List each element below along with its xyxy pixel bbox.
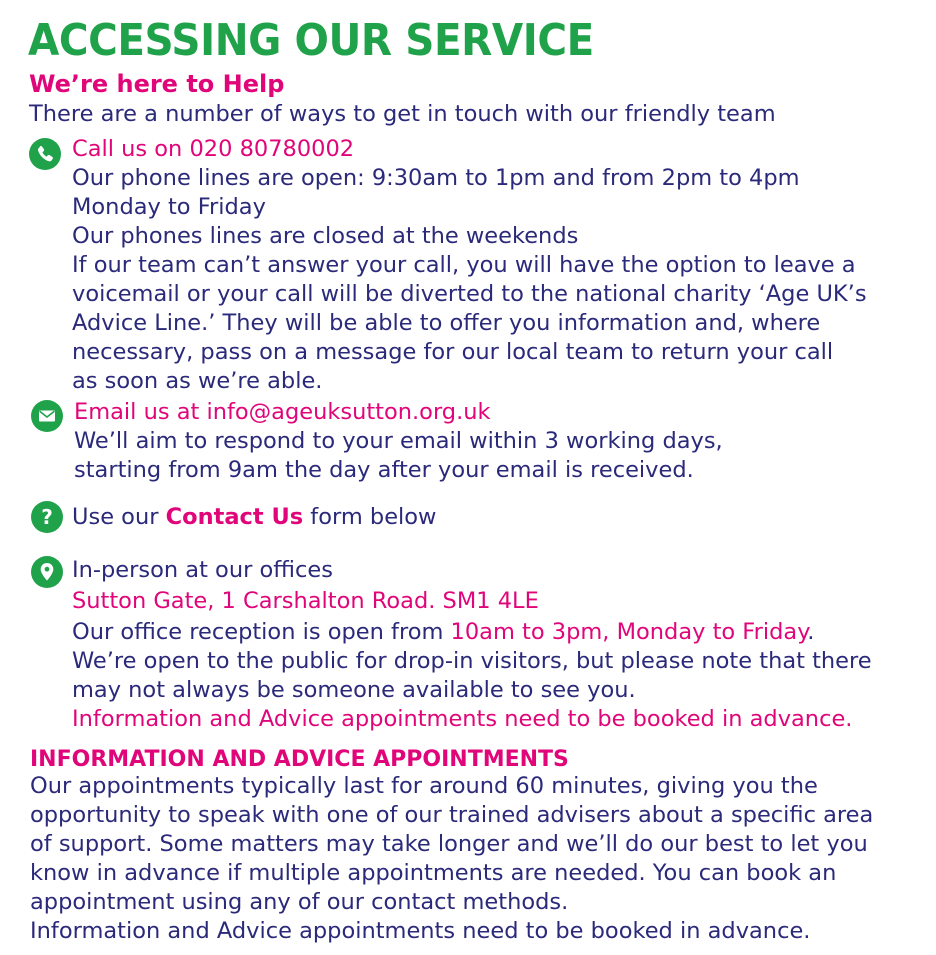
svg-text:?: ? (41, 505, 53, 529)
contact-text (72, 503, 436, 532)
phone-line: Our phone lines are open: 9:30am to 1pm and from 2pm to 4pm (72, 165, 800, 191)
contact-us-link[interactable]: Contact Us (165, 504, 304, 530)
email-heading[interactable]: Email us at info@ageuksutton.org.uk (74, 399, 491, 425)
office-address: Sutton Gate, 1 Carshalton Road. SM1 4LE (72, 588, 539, 614)
phone-line: as soon as we’re able. (72, 368, 323, 394)
inperson-line: may not always be someone available to see you. (72, 677, 636, 703)
inperson-heading: In-person at our offices (72, 557, 333, 583)
phone-line: Advice Line.’ They will be able to offer you information and, where (72, 310, 821, 336)
inperson-line: We’re open to the public for drop-in visitors, but please note that there (72, 648, 872, 674)
location-pin-icon (31, 556, 63, 588)
contact-before: Use our (72, 504, 166, 530)
phone-line: voicemail or your call will be diverted to the national charity ‘Age UK’s (72, 281, 867, 307)
reception-hours-line (72, 618, 814, 647)
page-title: ACCESSING OUR SERVICE (28, 15, 594, 66)
phone-line: necessary, pass on a message for our local team to return your call (72, 339, 834, 365)
appointments-line: opportunity to speak with one of our trained advisers about a specific area (30, 802, 874, 828)
page-subtitle: We’re here to Help (29, 70, 285, 98)
envelope-icon (31, 400, 63, 432)
phone-line: If our team can’t answer your call, you will have the option to leave a (72, 252, 856, 278)
appointments-line: of support. Some matters may take longer and we’ll do our best to let you (30, 831, 868, 857)
email-line: starting from 9am the day after your email is received. (74, 457, 694, 483)
appointments-line: know in advance if multiple appointments are needed. You can book an (30, 860, 837, 886)
reception-suffix: . (807, 619, 815, 645)
inperson-note: Information and Advice appointments need to be booked in advance. (72, 706, 853, 732)
phone-line: Monday to Friday (72, 194, 266, 220)
question-icon (31, 501, 63, 533)
appointments-line: Information and Advice appointments need to be booked in advance. (30, 918, 811, 944)
phone-line: Our phones lines are closed at the weekends (72, 223, 579, 249)
contact-after: form below (303, 504, 437, 530)
appointments-line: Our appointments typically last for around 60 minutes, giving you the (30, 773, 818, 799)
reception-hours: 10am to 3pm, Monday to Friday (450, 619, 808, 645)
reception-prefix: Our office reception is open from (72, 619, 451, 645)
appointments-heading: INFORMATION AND ADVICE APPOINTMENTS (30, 747, 569, 772)
email-line: We’ll aim to respond to your email within 3 working days, (74, 428, 723, 454)
phone-icon (29, 138, 61, 170)
intro-text: There are a number of ways to get in touch with our friendly team (29, 101, 776, 127)
appointments-line: appointment using any of our contact methods. (30, 889, 569, 915)
phone-heading[interactable]: Call us on 020 80780002 (72, 136, 355, 162)
